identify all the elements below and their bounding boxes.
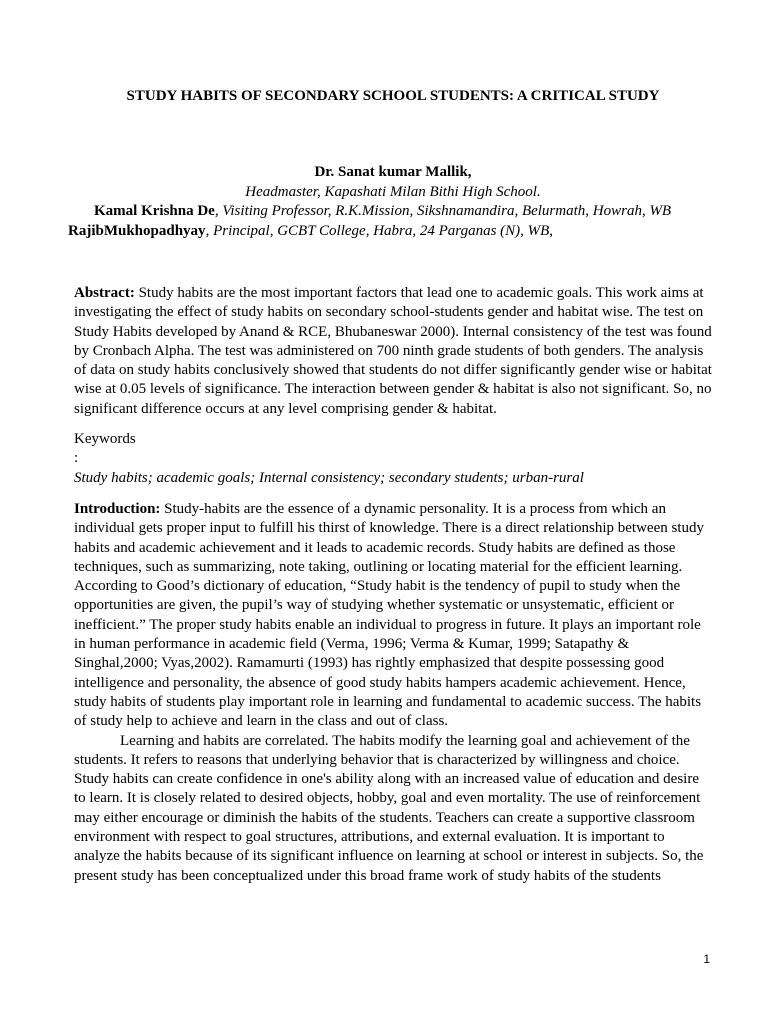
author-1: [0, 163, 768, 183]
introduction-paragraph-1: [74, 500, 714, 732]
author-1-affiliation: Headmaster, Kapashati Milan Bithi High School.: [245, 183, 541, 200]
introduction-section: [74, 500, 714, 886]
introduction-label: Introduction:: [74, 501, 161, 517]
introduction-text-1: Study-habits are the essence of a dynamic personality. It is a process from which an individual gets proper input to fulfill his thirst of knowledge. There is a direct relationship between study habits and academic achievement and it leads to academic records. Study habits are defined as those techniques, such as summarizing, note taking, outlining or locating material for the efficient learning. According to Good’s dictionary of education, “Study habit is the tendency of pupil to study when the opportunities are given, the pupil’s way of studying whether systematic or unsystematic, efficient or inefficient.” The proper study habits enable an individual to progress in future. It plays an important role in human performance in academic field (Verma, 1996; Verma & Kumar, 1999; Satapathy & Singhal,2000; Vyas,2002). Ramamurti (1993) has rightly emphasized that despite possessing good intelligence and personality, the absence of good study habits hampers academic achievement. Hence, study habits of students play important role in learning and fundamental to academic success. The habits of study help to achieve and learn in the class and out of class.: [74, 501, 705, 730]
author-1-name: Dr. Sanat kumar Mallik,: [314, 164, 472, 180]
keywords-text: Study habits; academic goals; Internal consistency; secondary students; urban-rural: [74, 469, 584, 486]
paper-title: STUDY HABITS OF SECONDARY SCHOOL STUDENTS: A CRITICAL STUDY: [126, 88, 660, 104]
author-3-name: RajibMukhopadhyay: [68, 222, 206, 239]
keywords-section: [74, 430, 714, 488]
abstract-label: Abstract:: [74, 285, 135, 301]
author-2-affiliation: , Visiting Professor, R.K.Mission, Sikshnamandira, Belurmath, Howrah, WB: [214, 203, 672, 219]
author-3-affiliation: , Principal, GCBT College, Habra, 24 Parganas (N), WB,: [205, 222, 554, 239]
author-2: [0, 202, 768, 222]
keywords-colon: :: [74, 450, 79, 467]
author-2-name: Kamal Krishna De: [94, 203, 215, 219]
author-3: [0, 222, 768, 242]
keywords-label: Keywords: [74, 431, 136, 447]
author-1-affiliation-line: [0, 183, 768, 203]
abstract-paragraph: [74, 284, 714, 419]
author-block: [0, 163, 768, 241]
abstract-text: Study habits are the most important factors that lead one to academic goals. This work aims at investigating the effect of study habits on secondary school-students gender and habitat wise. The test on Study Habits developed by Anand & RCE, Bhubaneswar 2000). Internal consistency of the test was found by Cronbach Alpha. The test was administered on 700 ninth grade students of both genders. The analysis of data on study habits conclusively showed that students do not differ significantly gender wise or habitat wise at 0.05 levels of significance. The interaction between gender & habitat is also not significant. So, no significant difference occurs at any level comprising gender & habitat.: [74, 285, 712, 417]
introduction-paragraph-2: Learning and habits are correlated. The habits modify the learning goal and achievement of the students. It refers to reasons that underlying behavior that is characterized by willingness and choice. Study habits can create confidence in one's ability along with an increased value of education and desire to learn. It is closely related to desired objects, hobby, goal and even mortality. The use of reinforcement may either encourage or diminish the habits of the students. Teachers can create a supportive classroom environment with respect to goal structures, attributions, and external evaluation. It is important to analyze the habits because of its significant influence on learning at school or interest in subjects. So, the present study has been conceptualized under this broad frame work of study habits of the students: [74, 732, 704, 884]
page-number: 1: [703, 952, 710, 966]
